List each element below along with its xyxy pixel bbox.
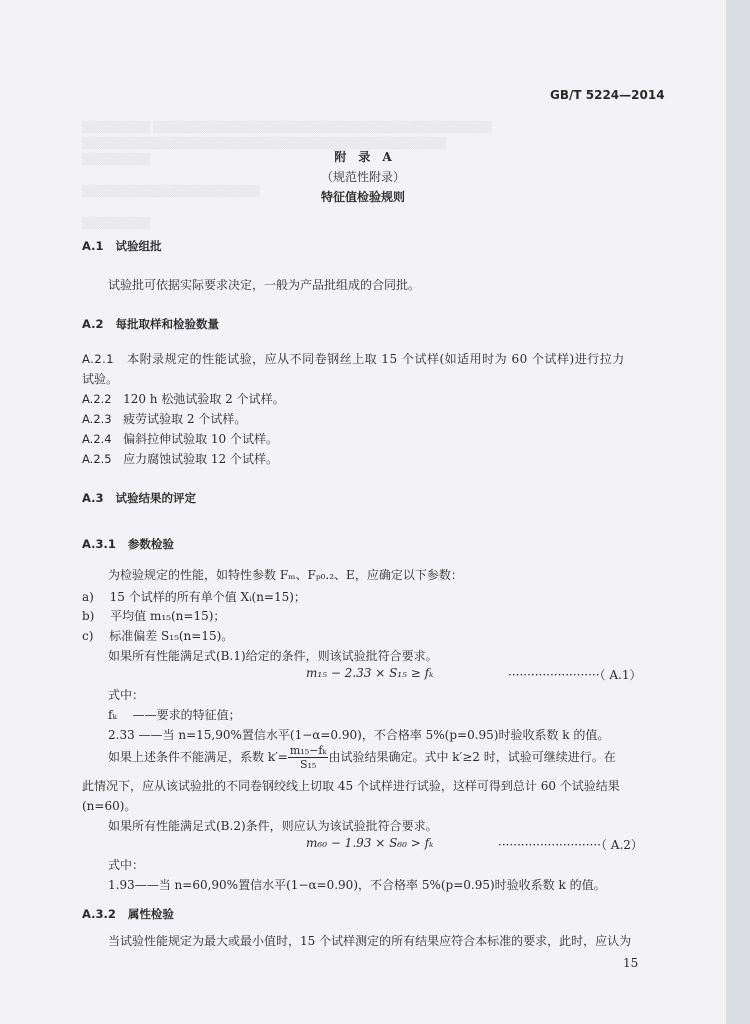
formula-a1: m₁₅ − 2.33 × S₁₅ ≥ fₖ	[306, 666, 434, 680]
section-title: 参数检验	[127, 537, 174, 551]
clause-text: 应力腐蚀试验取 12 个试样。	[123, 452, 278, 466]
clause-number: A.2.4	[82, 432, 112, 446]
section-title: 每批取样和检验数量	[115, 317, 219, 331]
section-number: A.1	[82, 239, 104, 253]
where-label: 式中：	[108, 688, 145, 702]
clause-a21	[82, 350, 625, 367]
a31-list-item-a: a) 15 个试样的所有单个值 Xᵢ(n=15)；	[82, 590, 306, 604]
k-fraction	[288, 744, 329, 771]
coefficient-k-sentence	[108, 744, 616, 771]
section-a31-heading	[82, 536, 174, 552]
definition-k-233: 2.33 ——当 n=15,90%置信水平(1−α=0.90)，不合格率 5%(p=0.95)时验收系数 k 的值。	[108, 728, 610, 742]
section-a2-heading	[82, 316, 219, 332]
section-a1-body: 试验批可依据实际要求决定，一般为产品批组成的合同批。	[108, 278, 421, 292]
k-sentence-line-3: (n=60)。	[82, 799, 137, 813]
section-number: A.3	[82, 491, 104, 505]
a31-condition-2: 如果所有性能满足式(B.2)条件，则应认为该试验批符合要求。	[108, 819, 438, 833]
clause-number: A.2.3	[82, 412, 112, 426]
clause-a22	[82, 390, 285, 407]
a31-list-item-c: c) 标准偏差 S₁₅(n=15)。	[82, 629, 234, 643]
clause-number: A.2.5	[82, 452, 112, 466]
definition-fk: fₖ ——要求的特征值；	[108, 708, 241, 722]
formula-a2: m₆₀ − 1.93 × S₆₀ > fₖ	[306, 836, 434, 850]
section-title: 试验组批	[115, 239, 162, 253]
appendix-title: 特征值检验规则	[320, 190, 405, 204]
appendix-label: 附 录 A	[334, 150, 392, 164]
section-title: 试验结果的评定	[115, 491, 196, 505]
k-numerator: m₁₅−fₖ	[289, 744, 327, 757]
appendix-nature: （规范性附录）	[320, 170, 405, 184]
k-denominator: S₁₅	[299, 758, 317, 771]
clause-text: 偏斜拉伸试验取 10 个试样。	[123, 432, 278, 446]
clause-a25	[82, 450, 278, 467]
section-a32-heading	[82, 906, 174, 922]
where-label-2: 式中：	[108, 858, 145, 872]
bleed-through-text: ▒▒▒▒▒▒▒▒ ▒▒▒▒▒▒▒▒▒▒▒▒▒▒▒▒▒▒▒▒▒▒▒▒▒▒▒▒▒▒▒▒▒▒▒▒▒▒▒▒ ▒▒▒▒▒▒▒▒▒▒▒▒▒▒▒▒▒▒▒▒▒▒▒▒▒▒▒▒▒▒▒▒▒▒▒▒▒▒▒▒▒▒▒ ▒▒▒▒▒▒▒▒ ▒▒▒▒▒▒▒▒▒▒▒▒▒▒▒▒▒▒▒▒▒ ▒▒▒▒▒▒▒▒	[82, 121, 492, 230]
page-edge	[726, 0, 750, 1024]
section-a1-heading	[82, 238, 162, 254]
a31-list-item-b: b) 平均值 m₁₅(n=15)；	[82, 609, 226, 623]
clause-text: 本附录规定的性能试验，应从不同卷钢丝上取 15 个试样(如适用时为 60 个试样)进行拉力	[127, 352, 625, 366]
section-title: 属性检验	[127, 907, 174, 921]
clause-a24	[82, 430, 278, 447]
standard-number: GB/T 5224—2014	[550, 88, 665, 102]
a32-body: 当试验性能规定为最大或最小值时，15 个试样测定的所有结果应符合本标准的要求，此时，应认为	[108, 934, 632, 948]
section-a3-heading	[82, 490, 196, 506]
page-number: 15	[623, 956, 639, 970]
k-sentence-suffix: 由试验结果确定。式中 k′≥2 时，试验可继续进行。在	[328, 750, 616, 764]
section-number: A.2	[82, 317, 104, 331]
clause-text: 120 h 松弛试验取 2 个试样。	[123, 392, 285, 406]
section-number: A.3.2	[82, 907, 116, 921]
clause-text: 疲劳试验取 2 个试样。	[123, 412, 247, 426]
formula-a1-number: ························（ A.1）	[508, 668, 642, 682]
clause-number: A.2.2	[82, 392, 112, 406]
definition-k-193: 1.93——当 n=60,90%置信水平(1−α=0.90)，不合格率 5%(p=0.95)时验收系数 k 的值。	[108, 878, 606, 892]
section-number: A.3.1	[82, 537, 116, 551]
formula-a2-number: ···························（ A.2）	[498, 838, 643, 852]
a31-condition-1: 如果所有性能满足式(B.1)给定的条件，则该试验批符合要求。	[108, 649, 438, 663]
a31-intro: 为检验规定的性能，如特性参数 Fₘ、Fₚ₀.₂、E，应确定以下参数：	[108, 568, 463, 582]
clause-a23	[82, 410, 246, 427]
k-sentence-line-2: 此情况下，应从该试验批的不同卷钢绞线上切取 45 个试样进行试验，这样可得到总计 60 个试验结果	[82, 779, 620, 793]
clause-a21-continuation: 试验。	[82, 372, 119, 386]
clause-number: A.2.1	[82, 352, 115, 366]
k-sentence-prefix: 如果上述条件不能满足，系数 k′=	[108, 750, 288, 764]
